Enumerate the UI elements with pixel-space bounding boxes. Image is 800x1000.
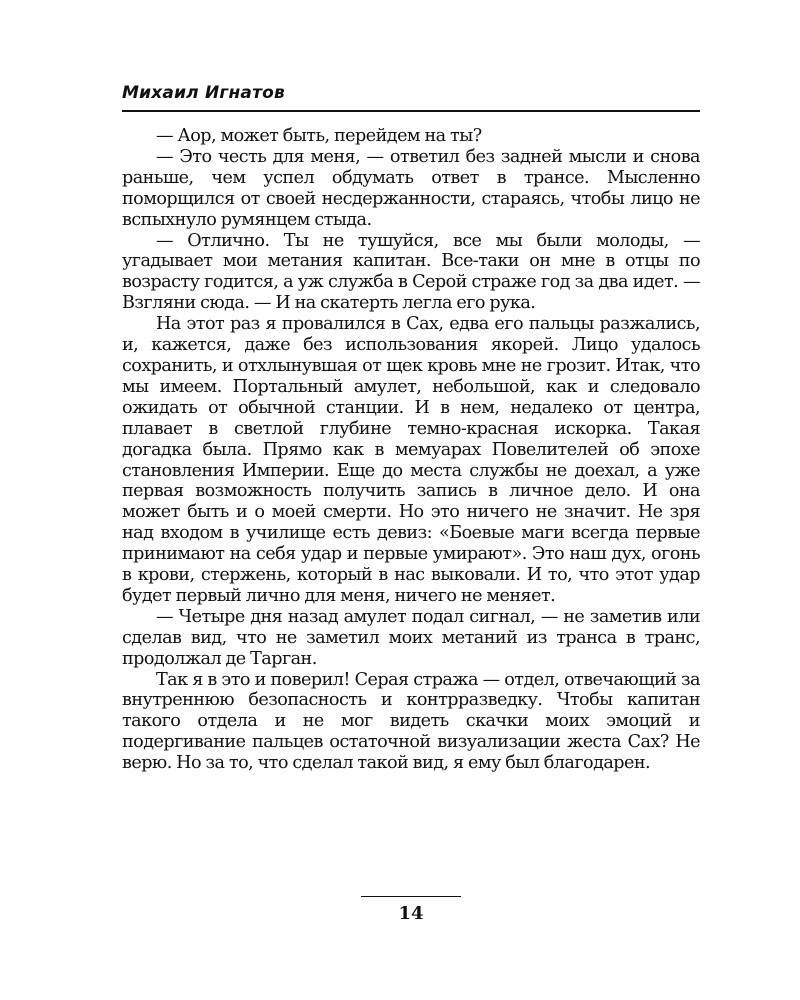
paragraph: — Отлично. Ты не тушуйся, все мы были молоды, — угадывает мои метания капитан. Все-таки он мне в отцы по возрасту годится, а уж служба в Серой страже год за два идет. — Взгляни сюда. — И на скатерть легла его рука. <box>122 230 700 314</box>
paragraph: — Это честь для меня, — ответил без задней мысли и снова раньше, чем успел обдумать ответ в трансе. Мысленно поморщился от своей несдержанности, стараясь, чтобы лицо не вспыхнуло румянцем стыда. <box>122 146 700 230</box>
running-head-author: Михаил Игнатов <box>122 83 285 103</box>
page-footer <box>361 896 461 925</box>
page-number: 14 <box>398 903 424 924</box>
paragraph: Так я в это и поверил! Серая стража — отдел, отвечающий за внутреннюю безопасность и контрразведку. Чтобы капитан такого отдела и не мог видеть скачки моих эмоций и подергивание пальцев остаточной визуализации жеста Сах? Не верю. Но за то, что сделал такой вид, я ему был благодарен. <box>122 669 700 774</box>
paragraph: — Четыре дня назад амулет подал сигнал, — не заметив или сделав вид, что не заметил моих метаний из транса в транс, продолжал де Тарган. <box>122 606 700 669</box>
footer-rule <box>361 896 461 897</box>
paragraph: — Аор, может быть, перейдем на ты? <box>156 126 482 146</box>
paragraph: На этот раз я провалился в Сах, едва его пальцы разжались, и, кажется, даже без использования якорей. Лицо удалось сохранить, и отхлынувшая от щек кровь мне не грозит. Итак, что мы имеем. Портальный амулет, небольшой, как и следовало ожидать от обычной станции. И в нем, недалеко от центра, плавает в светлой глубине темно-красная искорка. Такая догадка была. Прямо как в мемуарах Повелителей об эпохе становления Империи. Еще до места службы не доехал, а уже первая возможность получить запись в личное дело. И она может быть и о моей смерти. Но это ничего не значит. Не зря над входом в училище есть девиз: «Боевые маги всегда первые принимают на себя удар и первые умирают». Это наш дух, огонь в крови, стержень, который в нас выковали. И то, что этот удар будет первый лично для меня, ничего не меняет. <box>122 314 700 606</box>
header-rule <box>122 110 700 112</box>
book-page <box>122 82 700 942</box>
body-text <box>122 126 700 774</box>
